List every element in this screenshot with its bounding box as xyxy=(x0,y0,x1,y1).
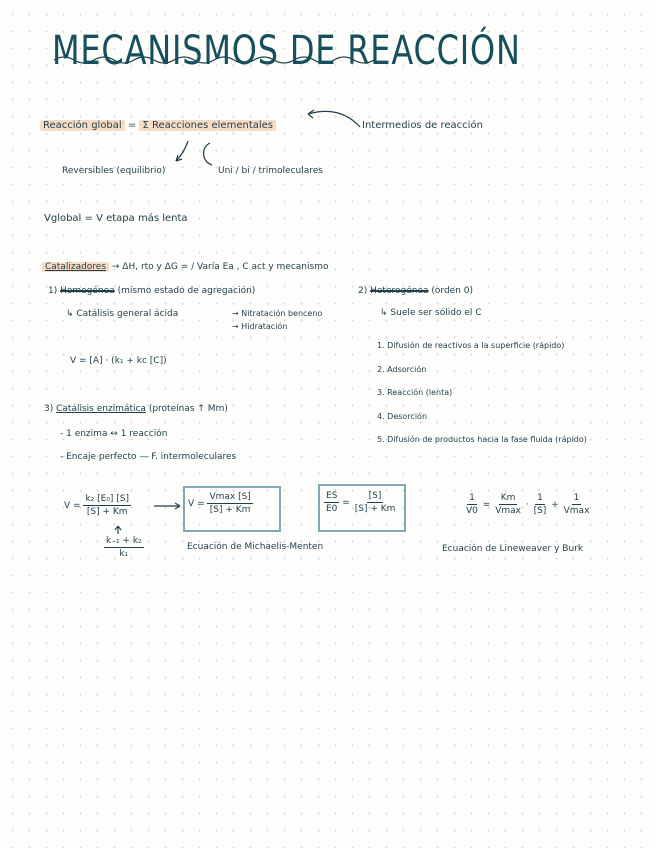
intermediates-label: Intermedios de reacción xyxy=(362,120,483,131)
catalysts-line xyxy=(42,262,328,272)
km-denominator: k₁ xyxy=(119,549,129,559)
acid-catalysis-label: ↳ Catálisis general ácida xyxy=(66,309,179,319)
enzyme-bullet: - 1 enzima ↔ 1 reacción xyxy=(60,429,168,439)
catalysts-label: Catalizadores xyxy=(42,262,109,272)
es-ratio-equation: $\frac{ES}{E0}$ = $\frac{[S]}{[S] + Km}$ xyxy=(326,491,396,514)
heterogeneous-steps xyxy=(377,334,587,452)
enzymatic-name: Catálisis enzimática xyxy=(56,404,146,414)
lineweaver-burk-equation: $\frac{1}{V0}$ = $\frac{Km}{Vmax}$ · $\frac{1}{[S]}$ + $\frac{1}{Vmax}$ xyxy=(466,493,590,516)
molecularity-label: Uni / bi / trimoleculares xyxy=(218,166,323,176)
rate-denominator: [S] + Km xyxy=(86,507,128,517)
benzene-nitration-label: → Nitratación benceno xyxy=(232,309,323,318)
es-right-numerator: [S] xyxy=(368,491,382,501)
km-numerator: k₋₁ + k₂ xyxy=(106,536,142,546)
page-title: MECANISMOS DE REACCIÓN xyxy=(52,28,521,74)
rate-numerator: k₂ [E₀] [S] xyxy=(85,494,130,504)
heterogeneous-step: 1. Difusión de reactivos a la superficie (rápido) xyxy=(377,341,565,350)
mm-denominator: [S] + Km xyxy=(209,505,251,515)
reversible-arrow xyxy=(176,141,188,161)
heterogeneous-description: (orden 0) xyxy=(431,286,474,296)
heterogeneous-step: 2. Adsorción xyxy=(377,364,427,374)
km-definition xyxy=(104,536,144,559)
hydration-label: → Hidratación xyxy=(232,322,288,331)
heterogeneous-step: 3. Reacción (lenta) xyxy=(377,388,453,398)
reversible-label: Reversibles (equilibrio) xyxy=(62,166,166,176)
global-rate-law: Vglobal = V etapa más lenta xyxy=(44,213,188,224)
es-numerator: ES xyxy=(326,491,338,501)
michaelis-menten-caption: Ecuación de Michaelis-Menten xyxy=(187,542,324,552)
heterogeneous-name: Heterogénea xyxy=(370,286,429,296)
enzymatic-heading: 3) Catálisis enzimática (proteínas ↑ Mm) xyxy=(44,404,228,414)
mm-numerator: Vmax [S] xyxy=(209,492,251,502)
catalysts-description: → ΔH, rto y ΔG = / Varía Ea , C act y mecanismo xyxy=(111,262,329,272)
intermediates-arrow xyxy=(308,111,360,127)
global-reaction-line: Reacción global = Σ Reacciones elementales xyxy=(40,120,276,131)
global-reaction-label: Reacción global xyxy=(40,120,125,131)
homogeneous-description: (mismo estado de agregación) xyxy=(117,286,256,296)
homogeneous-rate-law: V = [A] · (k₁ + kc [C]) xyxy=(70,356,167,366)
enzymatic-description: (proteínas ↑ Mm) xyxy=(148,404,228,414)
es-right-denominator: [S] + Km xyxy=(354,504,396,514)
heterogeneous-step: 4. Desorción xyxy=(377,411,428,421)
molecularity-bracket xyxy=(204,143,212,165)
enzyme-bullet: - Encaje perfecto — F. intermoleculares xyxy=(60,452,237,462)
homogeneous-heading: 1) Homogénea (mismo estado de agregación) xyxy=(48,286,256,296)
rate-equation: V = $\frac{\text{k₂ [E₀] [S]}}{[S] + Km}$ xyxy=(64,494,130,517)
solid-catalyst-note: ↳ Suele ser sólido el C xyxy=(380,308,482,318)
homogeneous-name: Homogénea xyxy=(60,286,115,296)
es-denominator: E0 xyxy=(326,504,338,514)
elementary-reactions: Σ Reacciones elementales xyxy=(139,120,276,131)
heterogeneous-heading: 2) Heterogénea (orden 0) xyxy=(358,286,474,296)
lineweaver-burk-caption: Ecuación de Lineweaver y Burk xyxy=(442,544,584,554)
michaelis-menten-equation: V = $\frac{Vmax [S]}{[S] + Km}$ xyxy=(188,492,251,515)
heterogeneous-step: 5. Difusión de productos hacia la fase fluida (rápido) xyxy=(377,435,587,445)
